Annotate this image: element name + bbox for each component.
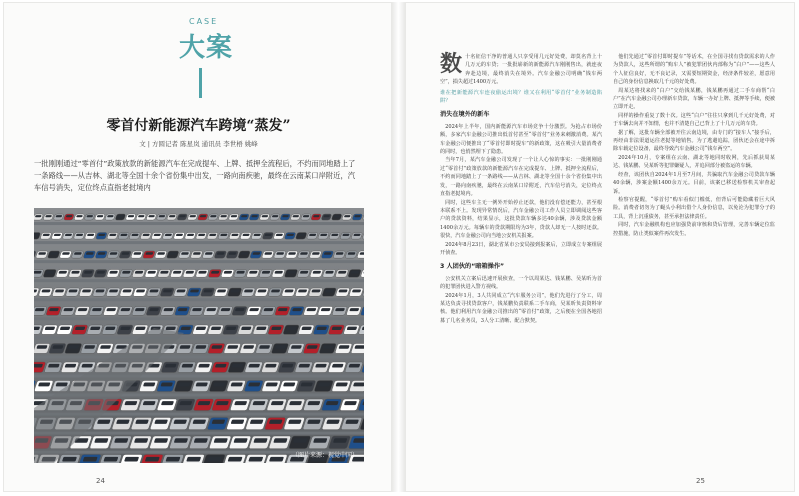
body-paragraph: 经查，该团伙自2024年1月至7月间，共骗取汽车金融公司贷款车辆40余辆，涉案金额1400余万元。目前，该案已移送检察机关审查起诉。 xyxy=(613,171,775,195)
drop-cap: 数 xyxy=(440,52,463,77)
body-paragraph: 当年7月，某汽车金融公司发现了一个让人心惊的事实：一批刚刚通过“零首付”政策放款的新能源汽车在完成提车、上牌、抵押全流程后，不约而同地踏上了一条路线——从吉林、湖北等全国十余个省份集中出发，一路向南疾驰，最终在云南某口岸附近，汽车信号消失，定位终点直指老挝境内。 xyxy=(440,157,602,198)
article-byline: 文 | 方圆记者 陈星岚 通讯员 李世梧 姚峰 xyxy=(139,140,258,148)
body-paragraph: 2024年1月，3人共同成立“汽车服务公司”，他们先进行了分工，周某达负责寻找贷款客户，钱某鹏负责联系二手车商，吴某昕负责资料审核。他们利用汽车金融公司推出的“零首付”政策，之后便在全国各地招募了几名业务员，3人分工清晰、配合默契。 xyxy=(440,292,602,324)
page-number-right: 25 xyxy=(696,477,705,485)
page-number-left: 24 xyxy=(96,477,105,485)
article-lede: 一批刚刚通过“零首付”政策放款的新能源汽车在完成提车、上牌、抵押全流程后，不约而同地踏上了一条路线——从吉林、湖北等全国十余个省份集中出发，一路向南疾驰，最终在云南某口岸附近，汽车信号消失，定位终点直指老挝境内 xyxy=(34,159,356,192)
subheading-2: 3 人团伙的“暗箱操作” xyxy=(440,263,505,271)
article-headline: 零首付新能源汽车跨境“蒸发” xyxy=(106,118,291,134)
body-paragraph: 同时，汽车金融机构也应加强贷前审核和贷后管理，完善车辆定位监控措施，防止类似案件再次发生。 xyxy=(613,222,775,237)
left-page xyxy=(3,2,392,492)
body-paragraph: 他们先通过“零首付即时提车”等话术，在全国寻找有贷款需求的人作为贷款人，这些所谓的“购车人”被犯罪团伙内部称为“白户”——这些人个人征信良好，无不良记录，又需要短期资金，经济条件较差，愿意用自己的身份信息换取几千元的好处费。 xyxy=(613,54,775,86)
parking-lot-photo xyxy=(34,208,364,463)
section-title: 大案 xyxy=(179,33,234,63)
body-paragraph: 周某达将找来的“白户”交给钱某鹏，钱某鹏再通过二手车商帮“白户”在汽车金融公司办理新车贷款，车辆一办好上牌、抵押等手续，便被立即开走。 xyxy=(613,87,775,111)
photo-credit: （图片来源：视觉中国） xyxy=(291,452,358,459)
body-paragraph: 2024年10月，专案组在云南、湖北等地同时收网，先后抓获周某达、钱某鹏、吴某昕等犯罪嫌疑人，并追回部分被盗运的车辆。 xyxy=(613,154,775,170)
body-paragraph: 据了解，这批车辆全部被开往云南边境，由专门的“接车人”接手后，再经由非法渠道运往老挝等地销售。为了逃避追踪，团伙还会在途中拆除车载定位设备，最终导致汽车金融公司“钱车两空”。 xyxy=(613,129,775,153)
body-paragraph: 公安机关立案后迅速开展侦查，一个以周某达、钱某鹏、吴某昕为首的犯罪团伙进入警方视线。 xyxy=(440,275,602,291)
body-paragraph: 同样的操作重复了数十次。这些“白户”往往只拿到几千元好处费，对于车辆去向并不知情，也并不清楚自己已背上了十几万元的车贷。 xyxy=(613,112,775,128)
body-paragraph: 检察官提醒，“零首付”购车看似门槛低，但背后可能隐藏着巨大风险。消费者切勿为了蝇头小利出借个人身份信息，以免沦为犯罪分子的工具，背上沉重债务，甚至承担法律责任。 xyxy=(613,196,775,220)
car-lot-illustration xyxy=(34,208,364,463)
section-label: CASE xyxy=(189,17,219,26)
subheading-1: 消失在境外的新车 xyxy=(440,111,490,119)
body-paragraph: 同时，这些车主无一例外开始停止还款，他们没有偿还能力，甚至根本联系不上。发现异常情况后，汽车金融公司工作人员立即调阅这些客户的贷款资料，结果显示，这批贷款车辆多达40余辆，涉及贷款金额1400余万元。每辆车的贷款期限均为3年，贷款人却无一人按时还款。很快，汽车金融公司向当地公安机关报案。 xyxy=(440,199,602,240)
right-page xyxy=(405,2,795,492)
pull-quote: 谁在把新能源汽车连夜偷运出境？谁又在利用“零首付”业务制造陷阱？ xyxy=(440,89,602,105)
spread-gutter xyxy=(392,2,405,492)
body-paragraph: 2024年上半年，国内新能源汽车市场竞争十分激烈。为抢占市场份额，多家汽车金融公司推出低首付甚至“零首付”业务来刺激消费。某汽车金融公司便推出了“零首付即时提车”的新政策，这在吸引大量消费者的同时，也悄然埋下了隐患。 xyxy=(440,123,602,156)
article-column-2 xyxy=(613,53,775,238)
section-divider xyxy=(199,68,202,98)
body-paragraph: 2024年8月23日，湖北省某市公安局接到报案后，立即成立专案组展开侦查。 xyxy=(440,241,602,256)
article-column-1 xyxy=(440,53,602,325)
intro-paragraph: 十名征信干净的普通人只享受用几元好处费，却莫名背上十几万元的车贷；一批批崭新的新能源汽车刚刚售出，就连夜奔赴边境，最终消失在境外。汽车金融公司明确“钱车两空”，损失超过1400万元。 xyxy=(440,54,602,86)
